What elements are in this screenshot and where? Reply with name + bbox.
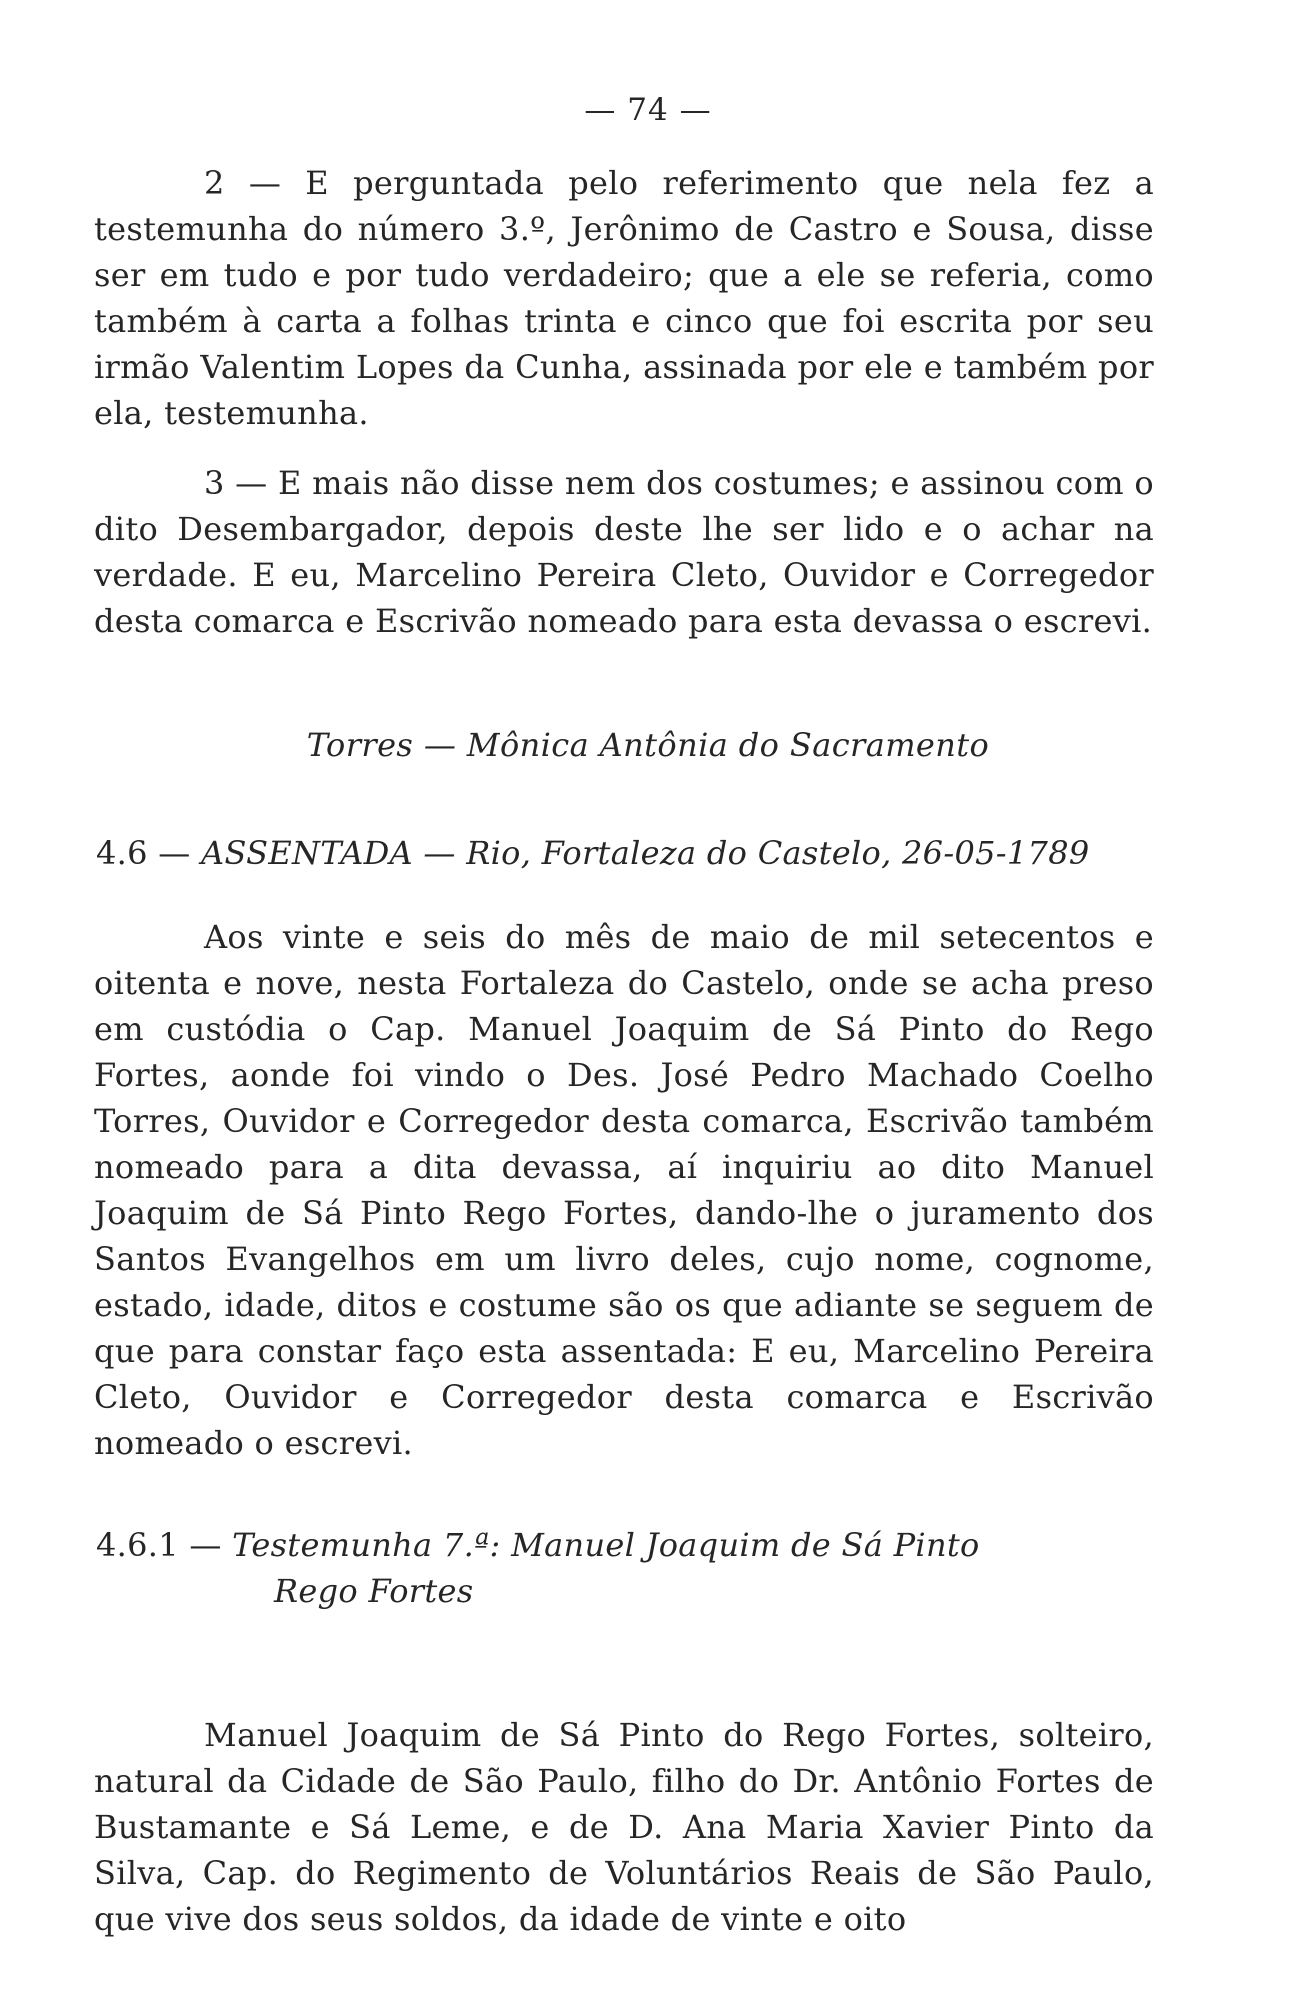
- section-number: 4.6.1 —: [96, 1526, 233, 1564]
- section-heading-4-6-1: [96, 1522, 980, 1614]
- section-heading-4-6: [96, 830, 1090, 876]
- paragraph-testimony-item-2: 2 — E perguntada pelo referimento que nela fez a testemunha do número 3.º, Jerônimo de Castro e Sousa, disse ser em tudo e por tudo verdadeiro; que a ele se referia, como também à carta a folhas trinta e cinco que foi escrita por seu irmão Valentim Lopes da Cunha, assinada por ele e também por ela, testemunha.: [94, 164, 1154, 432]
- section-title: Testemunha 7.ª: Manuel Joaquim de Sá Pinto: [232, 1526, 980, 1564]
- signature-line: Torres — Mônica Antônia do Sacramento: [306, 726, 990, 764]
- paragraph-witness-identity: Manuel Joaquim de Sá Pinto do Rego Fortes, solteiro, natural da Cidade de São Paulo, filho do Dr. Antônio Fortes de Bustamante e Sá Leme, e de D. Ana Maria Xavier Pinto da Silva, Cap. do Regimento de Voluntários Reais de São Paulo, que vive dos seus soldos, da idade de vinte e oito: [94, 1716, 1154, 1938]
- paragraph-testimony-item-3: 3 — E mais não disse nem dos costumes; e assinou com o dito Desembargador, depois deste lhe ser lido e o achar na verdade. E eu, Marcelino Pereira Cleto, Ouvidor e Corregedor desta comarca e Escrivão nomeado para esta devassa o escrevi.: [94, 464, 1154, 640]
- section-title-continuation: Rego Fortes: [274, 1572, 474, 1610]
- section-title: ASSENTADA — Rio, Fortaleza do Castelo, 26-05-1789: [201, 834, 1090, 872]
- page-number: — 74 —: [584, 92, 712, 128]
- paragraph-assentada: Aos vinte e seis do mês de maio de mil setecentos e oitenta e nove, nesta Fortaleza do Castelo, onde se acha preso em custódia o Cap. Manuel Joaquim de Sá Pinto do Rego Fortes, aonde foi vindo o Des. José Pedro Machado Coelho Torres, Ouvidor e Corregedor desta comarca, Escrivão também nomeado para a dita devassa, aí inquiriu ao dito Manuel Joaquim de Sá Pinto Rego Fortes, dando-lhe o juramento dos Santos Evangelhos em um livro deles, cujo nome, cognome, estado, idade, ditos e costume são os que adiante se seguem de que para constar faço esta assentada: E eu, Marcelino Pereira Cleto, Ouvidor e Corregedor desta comarca e Escrivão nomeado o escrevi.: [94, 918, 1154, 1462]
- section-number: 4.6 —: [96, 834, 202, 872]
